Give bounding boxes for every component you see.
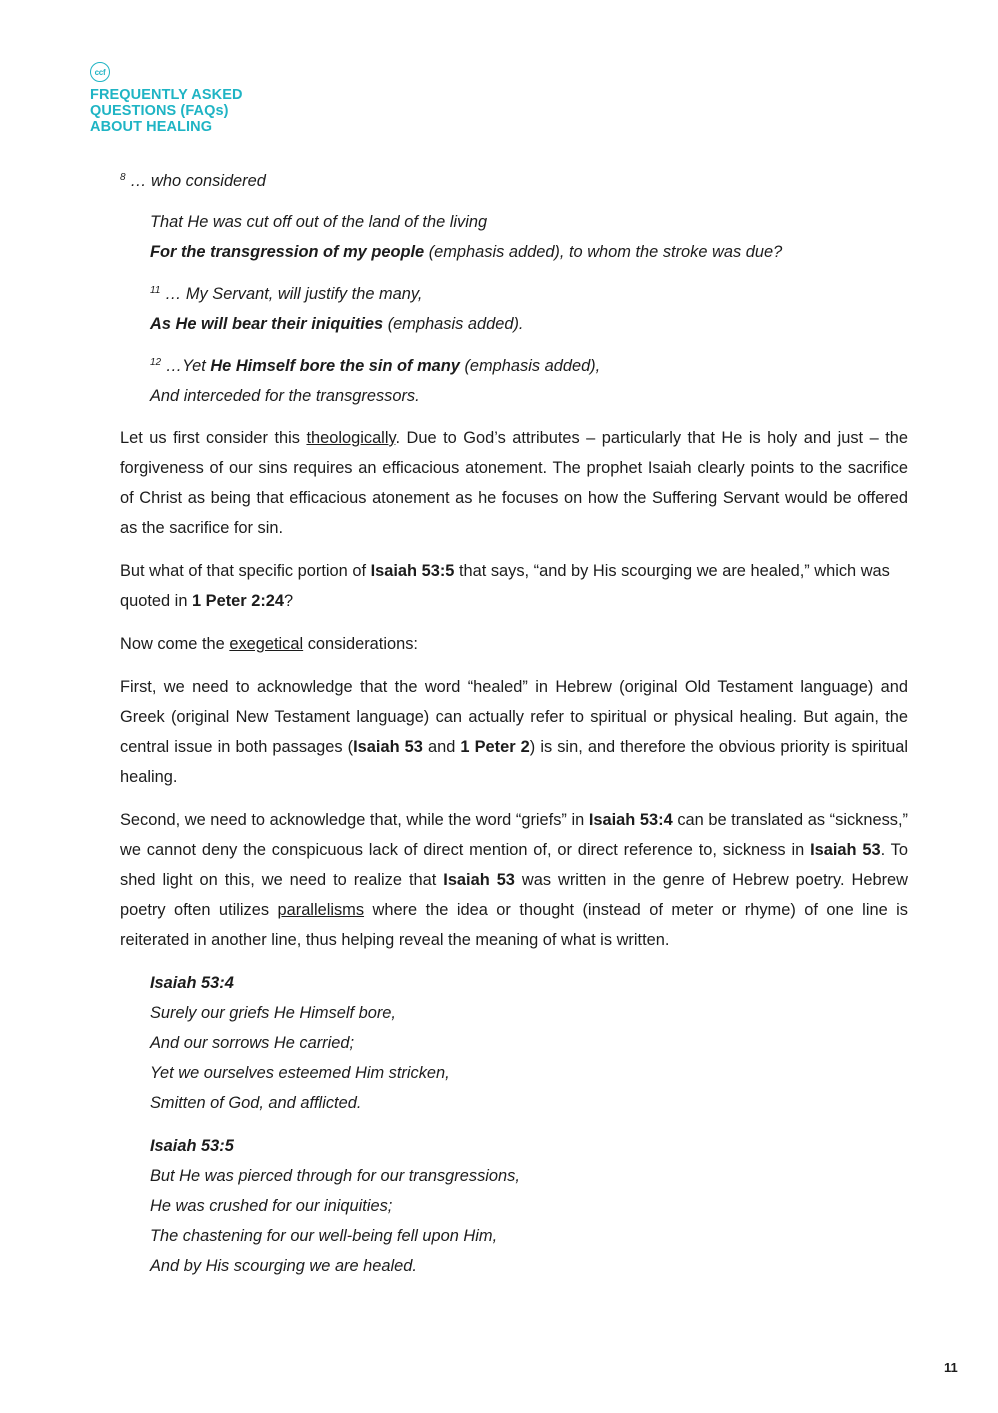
document-title — [90, 87, 243, 135]
page-number: 11 — [944, 1360, 958, 1375]
verse-line: $^{11}$ … My Servant, will justify the many, — [150, 285, 423, 303]
verse-group-12 — [150, 351, 908, 411]
verse-line: As He will bear their iniquities (emphasis added). — [150, 315, 524, 333]
verse-line: For the transgression of my people (emphasis added), to whom the stroke was due? — [150, 243, 783, 261]
scripture-ref: 1 Peter 2 — [460, 738, 530, 756]
verse-line: $^{12}$ …Yet He Himself bore the sin of many (emphasis added), — [150, 357, 601, 375]
verse-line: And interceded for the transgressors. — [150, 387, 420, 405]
scripture-ref: Isaiah 53 — [810, 841, 881, 859]
scripture-ref: Isaiah 53:5 — [370, 562, 455, 580]
poem-line: And our sorrows He carried; — [150, 1034, 355, 1052]
scripture-ref: 1 Peter 2:24 — [192, 592, 285, 610]
verse-group-11 — [150, 279, 908, 339]
title-line-3: ABOUT HEALING — [90, 119, 213, 135]
scripture-quote — [150, 207, 908, 411]
poem-line: He was crushed for our iniquities; — [150, 1197, 393, 1215]
ccf-logo: ccf — [90, 62, 110, 82]
title-line-1: FREQUENTLY ASKED — [90, 87, 243, 103]
verse-number: 11 — [150, 285, 161, 296]
verse-line: That He was cut off out of the land of the living — [150, 213, 488, 231]
poem-line: The chastening for our well-being fell upon Him, — [150, 1227, 498, 1245]
paragraph-question: But what of that specific portion of Isaiah 53:5 that says, “and by His scourging we are healed,” which was quoted in 1 Peter 2:24? — [120, 562, 890, 610]
poem-line: Smitten of God, and afflicted. — [150, 1094, 362, 1112]
verse-number: 12 — [150, 357, 162, 368]
theologically-term: theologically — [306, 429, 396, 447]
poem-isaiah-53-5 — [150, 1131, 908, 1281]
paragraph-theological: Let us first consider this theologically. Due to God’s attributes – particularly that He is holy and just – the forgiveness of our sins requires an efficacious atonement. The prophet Isaiah clearly points to the sacrifice of Christ as being that efficacious atonement as he focuses on how the Suffering Servant would be offered as the sacrifice for sin. — [120, 429, 908, 537]
poem-line: Surely our griefs He Himself bore, — [150, 1004, 396, 1022]
page-content — [120, 166, 908, 1294]
parallelisms-term: parallelisms — [277, 901, 365, 919]
scripture-ref: Isaiah 53 — [353, 738, 423, 756]
poem-line: But He was pierced through for our transgressions, — [150, 1167, 520, 1185]
poem-line: And by His scourging we are healed. — [150, 1257, 417, 1275]
poem-reference: Isaiah 53:5 — [150, 1137, 234, 1155]
verse-8: $^8$ … who considered — [120, 172, 266, 190]
scripture-ref: Isaiah 53:4 — [588, 811, 673, 829]
verse-number: 8 — [120, 172, 126, 183]
poem-reference: Isaiah 53:4 — [150, 974, 234, 992]
paragraph-first: First, we need to acknowledge that the word “healed” in Hebrew (original Old Testament language) and Greek (original New Testament language) can actually refer to spiritual or physical healing. But again, the central issue in both passages (Isaiah 53 and 1 Peter 2) is sin, and therefore the obvious priority is spiritual healing. — [120, 678, 908, 786]
poem-isaiah-53-4 — [150, 968, 908, 1118]
poem-line: Yet we ourselves esteemed Him stricken, — [150, 1064, 450, 1082]
verse-group-1 — [150, 207, 908, 267]
title-line-2: QUESTIONS (FAQs) — [90, 103, 229, 119]
document-header — [90, 62, 243, 135]
scripture-ref: Isaiah 53 — [443, 871, 515, 889]
paragraph-exegetical: Now come the exegetical considerations: — [120, 635, 418, 653]
paragraph-second: Second, we need to acknowledge that, while the word “griefs” in Isaiah 53:4 can be translated as “sickness,” we cannot deny the conspicuous lack of direct mention of, or direct reference to, sickness in Isaiah 53. To shed light on this, we need to realize that Isaiah 53 was written in the genre of Hebrew poetry. Hebrew poetry often utilizes parallelisms where the idea or thought (instead of meter or rhyme) of one line is reiterated in another line, thus helping reveal the meaning of what is written. — [120, 811, 908, 949]
exegetical-term: exegetical — [229, 635, 304, 653]
